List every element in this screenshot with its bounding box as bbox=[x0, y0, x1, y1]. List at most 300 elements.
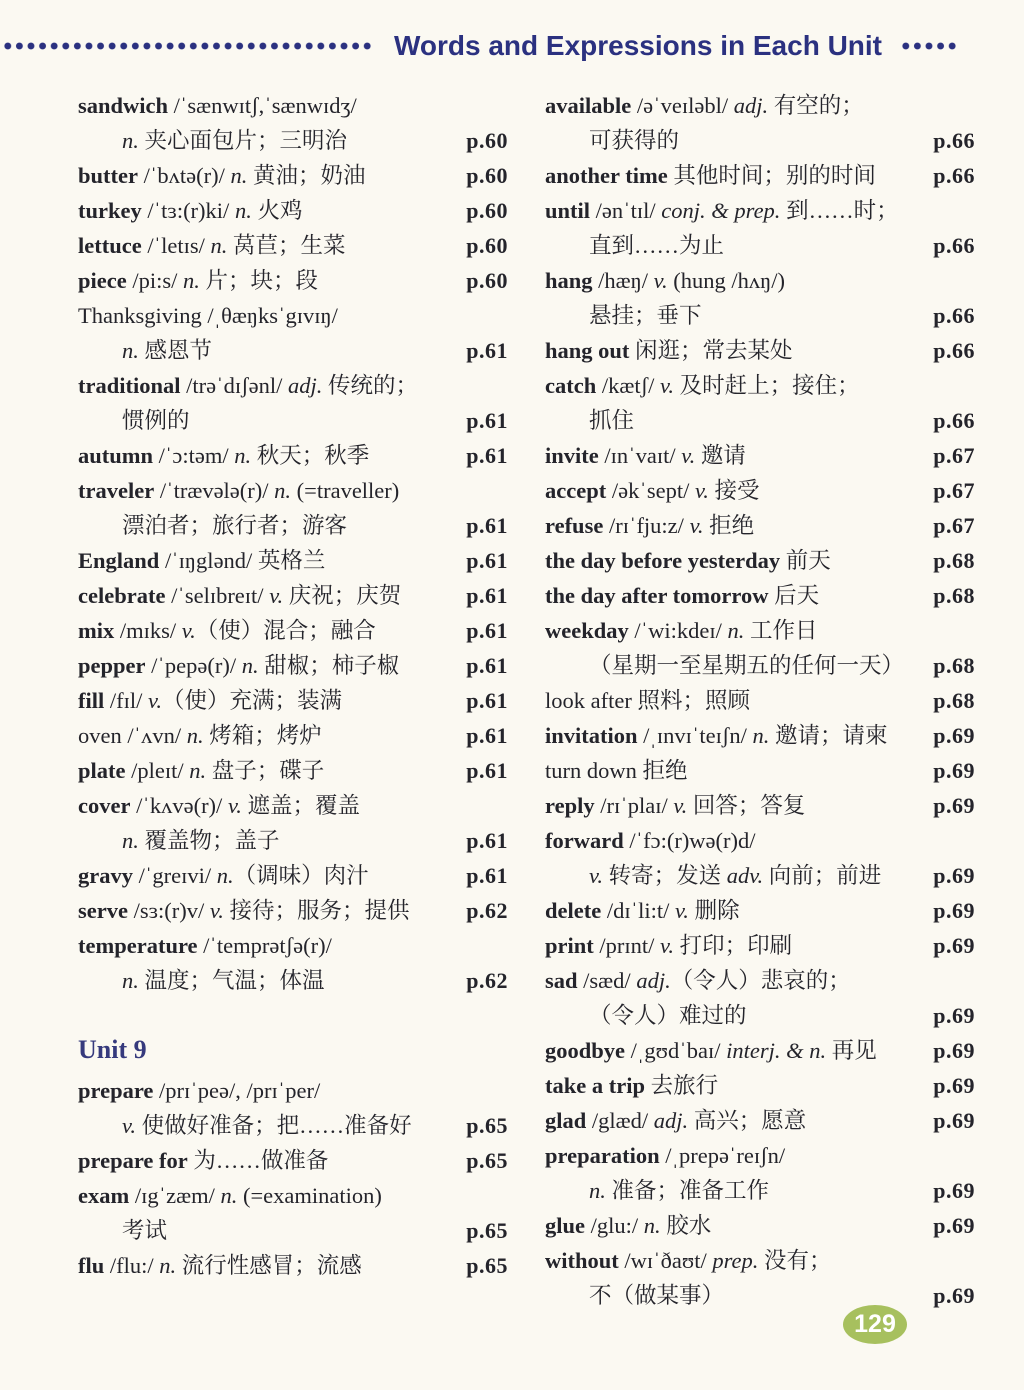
entry-text: /rɪˈfju:z/ bbox=[603, 513, 690, 538]
entry-text: 抓住 bbox=[589, 408, 635, 433]
entry-line-text bbox=[78, 683, 460, 718]
entry-line-text bbox=[545, 228, 927, 263]
page-ref: p.60 bbox=[466, 163, 508, 188]
entry-text: 到……时； bbox=[780, 198, 899, 223]
entry-line-text bbox=[545, 403, 927, 438]
entry-line bbox=[545, 893, 975, 928]
pos-label: adj. bbox=[733, 93, 769, 118]
entry-line bbox=[78, 1108, 508, 1143]
entry-line-text bbox=[545, 333, 927, 368]
headword: England bbox=[78, 548, 160, 573]
pos-label: n. bbox=[210, 233, 228, 258]
entry-line-text bbox=[78, 543, 460, 578]
entry-line bbox=[545, 648, 975, 683]
entry-text: 可获得的 bbox=[589, 128, 680, 153]
entry-line-text bbox=[78, 473, 508, 508]
entry-text: 接待；服务；提供 bbox=[223, 898, 410, 923]
entry-text: (=traveller) bbox=[291, 478, 400, 503]
entry-text: /ˈɪŋglənd/ 英格兰 bbox=[159, 548, 326, 573]
page-ref: p.66 bbox=[933, 303, 975, 328]
pos-label: v. bbox=[681, 443, 696, 468]
vocab-entry bbox=[78, 368, 508, 438]
entry-line-text bbox=[78, 823, 460, 858]
headword: hang bbox=[545, 268, 593, 293]
vocab-entry bbox=[545, 893, 975, 928]
headword: butter bbox=[78, 163, 138, 188]
entry-line bbox=[78, 823, 508, 858]
vocab-entry bbox=[78, 893, 508, 928]
entry-line bbox=[78, 753, 508, 788]
entry-text: look after 照料；照顾 bbox=[545, 688, 750, 713]
headword: preparation bbox=[545, 1143, 660, 1168]
entry-line-text bbox=[545, 1243, 975, 1278]
pos-label: v. bbox=[209, 898, 224, 923]
page-ref: p.61 bbox=[466, 828, 508, 853]
entry-line-text bbox=[545, 298, 927, 333]
entry-text: 向前；前进 bbox=[763, 863, 882, 888]
page-ref: p.68 bbox=[933, 583, 975, 608]
entry-line bbox=[545, 1278, 975, 1313]
headword: weekday bbox=[545, 618, 629, 643]
entry-text: /hæŋ/ bbox=[592, 268, 654, 293]
vocab-entry bbox=[545, 88, 975, 158]
page-ref: p.66 bbox=[933, 338, 975, 363]
page-ref: p.69 bbox=[933, 723, 975, 748]
entry-line bbox=[78, 963, 508, 998]
page-ref: p.66 bbox=[933, 233, 975, 258]
vocab-entry bbox=[78, 928, 508, 998]
entry-line bbox=[545, 1208, 975, 1243]
headword: until bbox=[545, 198, 591, 223]
entry-line bbox=[545, 613, 975, 648]
entry-line bbox=[545, 298, 975, 333]
vocab-entry bbox=[78, 543, 508, 578]
headword: sad bbox=[545, 968, 578, 993]
entry-text: （星期一至星期五的任何一天） bbox=[589, 653, 905, 678]
vocab-entry bbox=[545, 788, 975, 823]
entry-text: 感恩节 bbox=[138, 338, 213, 363]
headword: serve bbox=[78, 898, 128, 923]
page-ref: p.69 bbox=[933, 793, 975, 818]
entry-text: 庆祝；庆贺 bbox=[283, 583, 402, 608]
entry-line bbox=[78, 1143, 508, 1178]
vocab-entry bbox=[545, 613, 975, 683]
headword: flu bbox=[78, 1253, 105, 1278]
dotted-trailer-line bbox=[900, 41, 958, 51]
entry-text: 覆盖物；盖子 bbox=[138, 828, 280, 853]
entry-text: 悬挂；垂下 bbox=[589, 303, 702, 328]
entry-text: /sæd/ bbox=[577, 968, 637, 993]
entry-text: 漂泊者；旅行者；游客 bbox=[122, 513, 348, 538]
entry-line-text bbox=[545, 438, 927, 473]
page-ref: p.69 bbox=[933, 1213, 975, 1238]
entry-text: 邀请；请柬 bbox=[769, 723, 888, 748]
entry-line-text bbox=[78, 753, 460, 788]
page-ref: p.60 bbox=[466, 268, 508, 293]
entry-text: 拒绝 bbox=[703, 513, 755, 538]
entry-text: /ˈgreɪvi/ bbox=[133, 863, 217, 888]
entry-line bbox=[545, 158, 975, 193]
pos-label: n. bbox=[752, 723, 770, 748]
page-number-badge: 129 bbox=[843, 1305, 907, 1344]
headword: delete bbox=[545, 898, 602, 923]
entry-text: 遮盖；覆盖 bbox=[241, 793, 361, 818]
entry-line bbox=[78, 368, 508, 403]
entry-text: 盘子；碟子 bbox=[206, 758, 325, 783]
entry-line-text bbox=[78, 228, 460, 263]
vocab-entry bbox=[545, 438, 975, 473]
pos-label: n. bbox=[727, 618, 745, 643]
page-ref: p.62 bbox=[466, 898, 508, 923]
pos-label: v. bbox=[689, 513, 704, 538]
entry-line bbox=[545, 123, 975, 158]
page-ref: p.66 bbox=[933, 408, 975, 433]
entry-line bbox=[78, 1213, 508, 1248]
entry-line bbox=[545, 403, 975, 438]
entry-text: /ɪnˈvaɪt/ bbox=[598, 443, 682, 468]
entry-text: /ˈfɔ:(r)wə(r)d/ bbox=[623, 828, 756, 853]
entry-line bbox=[545, 718, 975, 753]
pos-label: n. bbox=[183, 268, 200, 293]
page-ref: p.66 bbox=[933, 163, 975, 188]
entry-line-text bbox=[545, 823, 975, 858]
headword: glad bbox=[545, 1108, 587, 1133]
page-ref: p.61 bbox=[466, 863, 508, 888]
headword: traveler bbox=[78, 478, 155, 503]
entry-line bbox=[78, 508, 508, 543]
headword: invite bbox=[545, 443, 599, 468]
entry-text: /pi:s/ bbox=[126, 268, 183, 293]
vocab-entry bbox=[545, 1138, 975, 1208]
pos-label: v. bbox=[673, 793, 688, 818]
pos-label: v. bbox=[674, 898, 689, 923]
entry-line bbox=[545, 368, 975, 403]
vocab-entry bbox=[78, 473, 508, 543]
entry-text: 回答；答复 bbox=[687, 793, 806, 818]
pos-label: v. bbox=[660, 373, 674, 398]
page-ref: p.65 bbox=[466, 1113, 508, 1138]
pos-label: adj. bbox=[287, 373, 323, 398]
headword: refuse bbox=[545, 513, 604, 538]
entry-line-text bbox=[545, 893, 927, 928]
page-ref: p.69 bbox=[933, 933, 975, 958]
page-ref: p.67 bbox=[933, 513, 975, 538]
pos-label: adv. bbox=[726, 863, 764, 888]
entry-text: 其他时间；别的时间 bbox=[667, 163, 876, 188]
entry-line-text bbox=[78, 1178, 508, 1213]
headword: temperature bbox=[78, 933, 198, 958]
page-ref: p.61 bbox=[466, 723, 508, 748]
entry-text: /mɪks/ bbox=[114, 618, 182, 643]
vocab-entry bbox=[78, 613, 508, 648]
vocab-entry bbox=[78, 88, 508, 158]
entry-line bbox=[78, 928, 508, 963]
entry-line-text bbox=[78, 718, 460, 753]
entry-line-text bbox=[545, 1068, 927, 1103]
headword: catch bbox=[545, 373, 597, 398]
entry-line bbox=[545, 1033, 975, 1068]
pos-label: v. bbox=[589, 863, 603, 888]
entry-line bbox=[545, 578, 975, 613]
entry-text: （调味）肉汁 bbox=[233, 863, 369, 888]
vocab-entry bbox=[78, 438, 508, 473]
pos-label: v. bbox=[694, 478, 709, 503]
entry-line-text bbox=[78, 963, 460, 998]
vocab-entry bbox=[545, 473, 975, 508]
page-ref: p.60 bbox=[466, 128, 508, 153]
pos-label: n. bbox=[122, 338, 139, 363]
entry-line-text bbox=[78, 88, 508, 123]
entry-text: /ˈtemprətʃə(r)/ bbox=[197, 933, 332, 958]
entry-text: /prɪˈpeə/, /prɪˈper/ bbox=[153, 1078, 321, 1103]
entry-text: oven /ˈʌvn/ bbox=[78, 723, 187, 748]
entry-line-text bbox=[78, 403, 460, 438]
headword: traditional bbox=[78, 373, 181, 398]
pos-label: prep. bbox=[712, 1248, 759, 1273]
pos-label: n. bbox=[189, 758, 207, 783]
entry-line-text bbox=[78, 1073, 508, 1108]
entry-line bbox=[78, 158, 508, 193]
pos-label: adj. bbox=[653, 1108, 689, 1133]
vocab-entry bbox=[78, 753, 508, 788]
page-title: Words and Expressions in Each Unit bbox=[393, 30, 882, 61]
entry-text: /ˈsænwɪtʃ,ˈsænwɪdʒ/ bbox=[168, 93, 357, 118]
page-ref: p.68 bbox=[933, 548, 975, 573]
vocab-entry bbox=[545, 543, 975, 578]
entry-line bbox=[78, 123, 508, 158]
entry-text: （使）充满；装满 bbox=[161, 688, 342, 713]
vocab-entry bbox=[78, 263, 508, 298]
entry-text: /kætʃ/ bbox=[596, 373, 660, 398]
page-ref: p.69 bbox=[933, 863, 975, 888]
vocab-entry bbox=[545, 928, 975, 963]
headword: sandwich bbox=[78, 93, 169, 118]
page-ref: p.60 bbox=[466, 233, 508, 258]
vocab-entry bbox=[545, 508, 975, 543]
entry-text: /ˈtɜ:(r)ki/ bbox=[141, 198, 235, 223]
vocab-entry bbox=[78, 193, 508, 228]
pos-label: n. bbox=[274, 478, 292, 503]
page-ref: p.69 bbox=[933, 1003, 975, 1028]
pos-label: v. bbox=[660, 933, 674, 958]
entry-text: /ɪgˈzæm/ bbox=[129, 1183, 221, 1208]
headword: available bbox=[545, 93, 632, 118]
entry-text: 莴苣；生菜 bbox=[227, 233, 346, 258]
entry-line-text bbox=[78, 263, 460, 298]
headword: gravy bbox=[78, 863, 133, 888]
vocab-entry bbox=[78, 718, 508, 753]
entry-line-text bbox=[545, 368, 975, 403]
entry-line-text bbox=[545, 683, 927, 718]
entry-line-text bbox=[78, 578, 460, 613]
entry-text: 去旅行 bbox=[645, 1073, 719, 1098]
entry-line bbox=[545, 858, 975, 893]
headword: goodbye bbox=[545, 1038, 626, 1063]
entry-text: /ˈpepə(r)/ bbox=[145, 653, 242, 678]
entry-line bbox=[78, 1248, 508, 1283]
entry-text: 温度；气温；体温 bbox=[138, 968, 325, 993]
pos-label: interj. & n. bbox=[726, 1038, 827, 1063]
entry-line-text bbox=[545, 578, 927, 613]
vocab-entry bbox=[78, 158, 508, 193]
headword: reply bbox=[545, 793, 595, 818]
entry-text: 传统的； bbox=[322, 373, 419, 398]
entry-line-text bbox=[545, 928, 927, 963]
entry-line bbox=[545, 508, 975, 543]
entry-line bbox=[545, 543, 975, 578]
vocab-entry bbox=[545, 1208, 975, 1243]
vocab-entry bbox=[78, 648, 508, 683]
entry-line bbox=[78, 403, 508, 438]
entry-text: /ˌgʊdˈbaɪ/ bbox=[625, 1038, 727, 1063]
entry-text: /ˈɔ:təm/ bbox=[153, 443, 235, 468]
entry-line bbox=[78, 263, 508, 298]
page-ref: p.61 bbox=[466, 583, 508, 608]
vocab-entry bbox=[545, 718, 975, 753]
vocab-entry bbox=[78, 298, 508, 368]
entry-line bbox=[545, 788, 975, 823]
entry-text: （使）混合；融合 bbox=[195, 618, 376, 643]
entry-text: 惯例的 bbox=[122, 408, 190, 433]
entry-line-text bbox=[78, 928, 508, 963]
entry-line-text bbox=[545, 263, 975, 298]
entry-line-text bbox=[545, 648, 927, 683]
pos-label: n. bbox=[186, 723, 204, 748]
entry-text: 夹心面包片；三明治 bbox=[138, 128, 348, 153]
headword: glue bbox=[545, 1213, 586, 1238]
entry-line bbox=[545, 438, 975, 473]
entry-text: 烤箱；烤炉 bbox=[203, 723, 322, 748]
vocab-entry bbox=[78, 228, 508, 263]
unit-heading: Unit 9 bbox=[78, 1035, 147, 1064]
headword: celebrate bbox=[78, 583, 166, 608]
vocab-entry bbox=[545, 1103, 975, 1138]
headword: turkey bbox=[78, 198, 142, 223]
vocab-entry bbox=[545, 1243, 975, 1313]
pos-label: n. bbox=[159, 1253, 177, 1278]
entry-text: (hung /hʌŋ/) bbox=[667, 268, 785, 293]
vocab-column-left bbox=[78, 88, 508, 1283]
entry-text: 不（做某事） bbox=[589, 1283, 725, 1308]
entry-text: 火鸡 bbox=[251, 198, 303, 223]
entry-text: 甜椒；柿子椒 bbox=[258, 653, 400, 678]
page-ref: p.68 bbox=[933, 653, 975, 678]
entry-line-text bbox=[78, 438, 460, 473]
entry-line bbox=[78, 193, 508, 228]
entry-line bbox=[78, 858, 508, 893]
entry-line-text bbox=[78, 648, 460, 683]
entry-text: /sɜ:(r)v/ bbox=[127, 898, 210, 923]
page-ref: p.69 bbox=[933, 1283, 975, 1308]
entry-text: /ˈtrævələ(r)/ bbox=[154, 478, 275, 503]
entry-text: /flu:/ bbox=[104, 1253, 160, 1278]
entry-text: 准备；准备工作 bbox=[605, 1178, 770, 1203]
page-ref: p.61 bbox=[466, 338, 508, 363]
entry-text: /ˈkʌvə(r)/ bbox=[130, 793, 228, 818]
entry-line-text bbox=[545, 963, 975, 998]
entry-text: /ˌɪnvɪˈteɪʃn/ bbox=[637, 723, 753, 748]
vocab-entry bbox=[78, 1248, 508, 1283]
headword: the day before yesterday bbox=[545, 548, 781, 573]
entry-line-text bbox=[545, 543, 927, 578]
page-ref: p.65 bbox=[466, 1148, 508, 1173]
entry-line-text bbox=[545, 1173, 927, 1208]
entry-line-text bbox=[545, 998, 927, 1033]
vocab-entry bbox=[545, 263, 975, 333]
entry-text: 胶水 bbox=[660, 1213, 712, 1238]
entry-text: /rɪˈplaɪ/ bbox=[594, 793, 674, 818]
entry-line bbox=[545, 228, 975, 263]
entry-line bbox=[545, 928, 975, 963]
page-ref: p.67 bbox=[933, 443, 975, 468]
entry-text: /glu:/ bbox=[585, 1213, 644, 1238]
entry-text: /ˈselɪbreɪt/ bbox=[165, 583, 270, 608]
entry-line bbox=[78, 88, 508, 123]
entry-text: 后天 bbox=[768, 583, 820, 608]
entry-line bbox=[545, 1068, 975, 1103]
page-ref: p.60 bbox=[466, 198, 508, 223]
entry-text: 为……做准备 bbox=[187, 1148, 329, 1173]
entry-line bbox=[78, 543, 508, 578]
entry-line bbox=[78, 718, 508, 753]
entry-text: 邀请 bbox=[695, 443, 746, 468]
headword: take a trip bbox=[545, 1073, 645, 1098]
vocab-column-right bbox=[545, 88, 975, 1313]
page-ref: p.61 bbox=[466, 653, 508, 678]
pos-label: n. bbox=[643, 1213, 661, 1238]
page-ref: p.65 bbox=[466, 1253, 508, 1278]
vocab-entry bbox=[545, 1068, 975, 1103]
entry-line-text bbox=[545, 858, 927, 893]
entry-line bbox=[545, 1103, 975, 1138]
entry-line bbox=[78, 578, 508, 613]
headword: pepper bbox=[78, 653, 146, 678]
entry-line-text bbox=[545, 123, 927, 158]
entry-text: 黄油；奶油 bbox=[247, 163, 366, 188]
headword: prepare bbox=[78, 1078, 154, 1103]
entry-line-text bbox=[78, 1213, 460, 1248]
vocab-entry bbox=[78, 1178, 508, 1248]
entry-line-text bbox=[78, 613, 460, 648]
entry-line-text bbox=[78, 1248, 460, 1283]
page-ref: p.66 bbox=[933, 128, 975, 153]
entry-text: 转寄；发送 bbox=[602, 863, 727, 888]
headword: exam bbox=[78, 1183, 130, 1208]
entry-text: 没有； bbox=[758, 1248, 832, 1273]
entry-line bbox=[78, 1073, 508, 1108]
entry-text: 打印；印刷 bbox=[673, 933, 793, 958]
vocab-entry bbox=[545, 193, 975, 263]
entry-line-text bbox=[545, 508, 927, 543]
entry-line bbox=[545, 823, 975, 858]
vocab-entry bbox=[78, 1143, 508, 1178]
headword: forward bbox=[545, 828, 624, 853]
entry-text: Thanksgiving /ˌθæŋksˈgɪvɪŋ/ bbox=[78, 303, 338, 328]
entry-line-text bbox=[78, 158, 460, 193]
page-ref: p.69 bbox=[933, 1038, 975, 1063]
entry-text: /prɪnt/ bbox=[593, 933, 661, 958]
headword: the day after tomorrow bbox=[545, 583, 769, 608]
vocab-entry bbox=[545, 578, 975, 613]
entry-line-text bbox=[545, 88, 975, 123]
entry-line-text bbox=[78, 788, 508, 823]
headword: accept bbox=[545, 478, 607, 503]
headword: print bbox=[545, 933, 594, 958]
entry-text: 删除 bbox=[688, 898, 740, 923]
vocab-entry bbox=[545, 823, 975, 893]
entry-text: /ənˈtɪl/ bbox=[590, 198, 662, 223]
entry-line bbox=[545, 753, 975, 788]
